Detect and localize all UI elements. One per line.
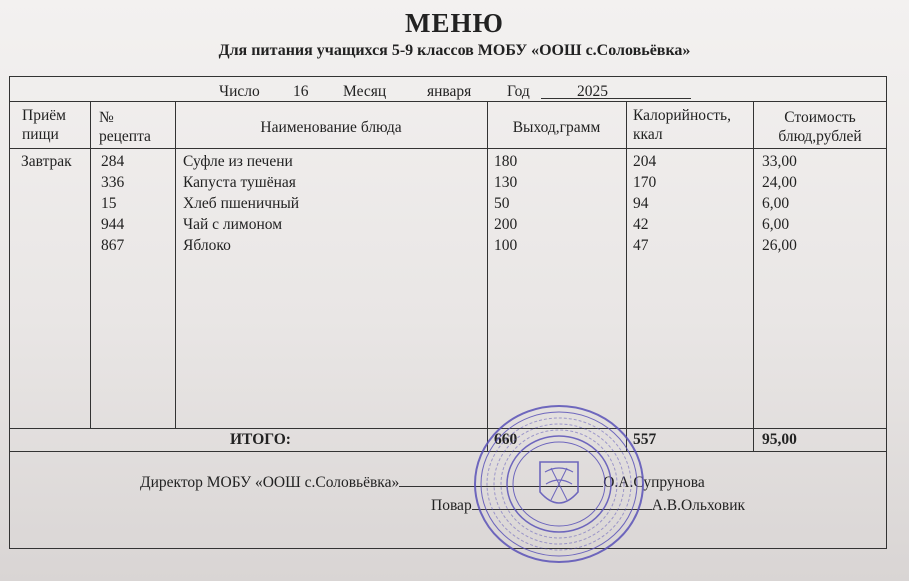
table-row-output: 50: [494, 195, 510, 212]
col-divider-5: [753, 101, 754, 451]
header-top-rule: [9, 101, 887, 102]
date-line: [219, 83, 691, 101]
totals-bottom-rule: [9, 451, 887, 452]
table-row-dish: Хлеб пшеничный: [183, 195, 300, 212]
table-row-dish: Суфле из печени: [183, 153, 293, 170]
table-row-cost: 33,00: [762, 153, 797, 170]
cook-name: А.В.Ольховик: [651, 497, 746, 514]
table-row-output: 180: [494, 153, 518, 170]
table-row-recipe: 15: [101, 195, 117, 212]
col-divider-3: [487, 101, 488, 451]
table-row-recipe: 284: [101, 153, 125, 170]
totals-cost: 95,00: [762, 431, 797, 448]
col-divider-1: [90, 101, 91, 428]
table-row-calories: 47: [633, 237, 649, 254]
document-title: МЕНЮ: [405, 8, 504, 38]
table-row-cost: 26,00: [762, 237, 797, 254]
table-row-dish: Чай с лимоном: [183, 216, 283, 233]
table-row-cost: 24,00: [762, 174, 797, 191]
table-row-recipe: 944: [101, 216, 125, 233]
header-meal: Приём пищи: [22, 107, 66, 143]
table-row-cost: 6,00: [762, 216, 790, 233]
cost-column: [762, 151, 797, 256]
table-row-calories: 170: [633, 174, 657, 191]
month-label: Месяц: [343, 83, 387, 100]
header-recipe: № рецепта: [99, 109, 151, 145]
table-row-output: 200: [494, 216, 518, 233]
table-row-recipe: 867: [101, 237, 125, 254]
header-calories: Калорийность, ккал: [633, 107, 732, 143]
table-row-cost: 6,00: [762, 195, 790, 212]
table-row-recipe: 336: [101, 174, 125, 191]
meal-name: Завтрак: [21, 153, 72, 170]
calories-column: [633, 151, 656, 256]
year-value: 2025: [541, 83, 691, 99]
col-divider-4: [626, 101, 627, 451]
header-cost: Стоимость блюд,рублей: [778, 109, 862, 145]
table-row-output: 100: [494, 237, 518, 254]
year-label: Год: [507, 83, 530, 100]
day-value: 16: [293, 83, 309, 100]
month-value: января: [427, 83, 472, 100]
totals-top-rule: [9, 428, 887, 429]
official-seal-stamp: [470, 402, 648, 566]
dish-column: [183, 151, 299, 256]
table-row-calories: 42: [633, 216, 649, 233]
day-label: Число: [219, 83, 260, 100]
header-bottom-rule: [9, 148, 887, 149]
header-dish: Наименование блюда: [260, 119, 402, 136]
director-name: О.А.Супрунова: [603, 474, 705, 491]
director-label: Директор МОБУ «ООШ с.Соловьёвка»: [140, 474, 400, 491]
document-subtitle: Для питания учащихся 5-9 классов МОБУ «ООШ с.Соловьёвка»: [218, 42, 691, 59]
header-output: Выход,грамм: [512, 119, 601, 136]
cook-label: Повар: [431, 497, 472, 514]
totals-output: 660: [494, 431, 518, 448]
table-row-output: 130: [494, 174, 518, 191]
table-row-calories: 94: [633, 195, 649, 212]
col-divider-2: [175, 101, 176, 428]
table-row-dish: Яблоко: [183, 237, 231, 254]
recipe-column: [101, 151, 124, 256]
table-row-dish: Капуста тушёная: [183, 174, 296, 191]
table-row-calories: 204: [633, 153, 657, 170]
totals-label: ИТОГО:: [230, 431, 291, 448]
output-column: [494, 151, 517, 256]
totals-calories: 557: [633, 431, 657, 448]
